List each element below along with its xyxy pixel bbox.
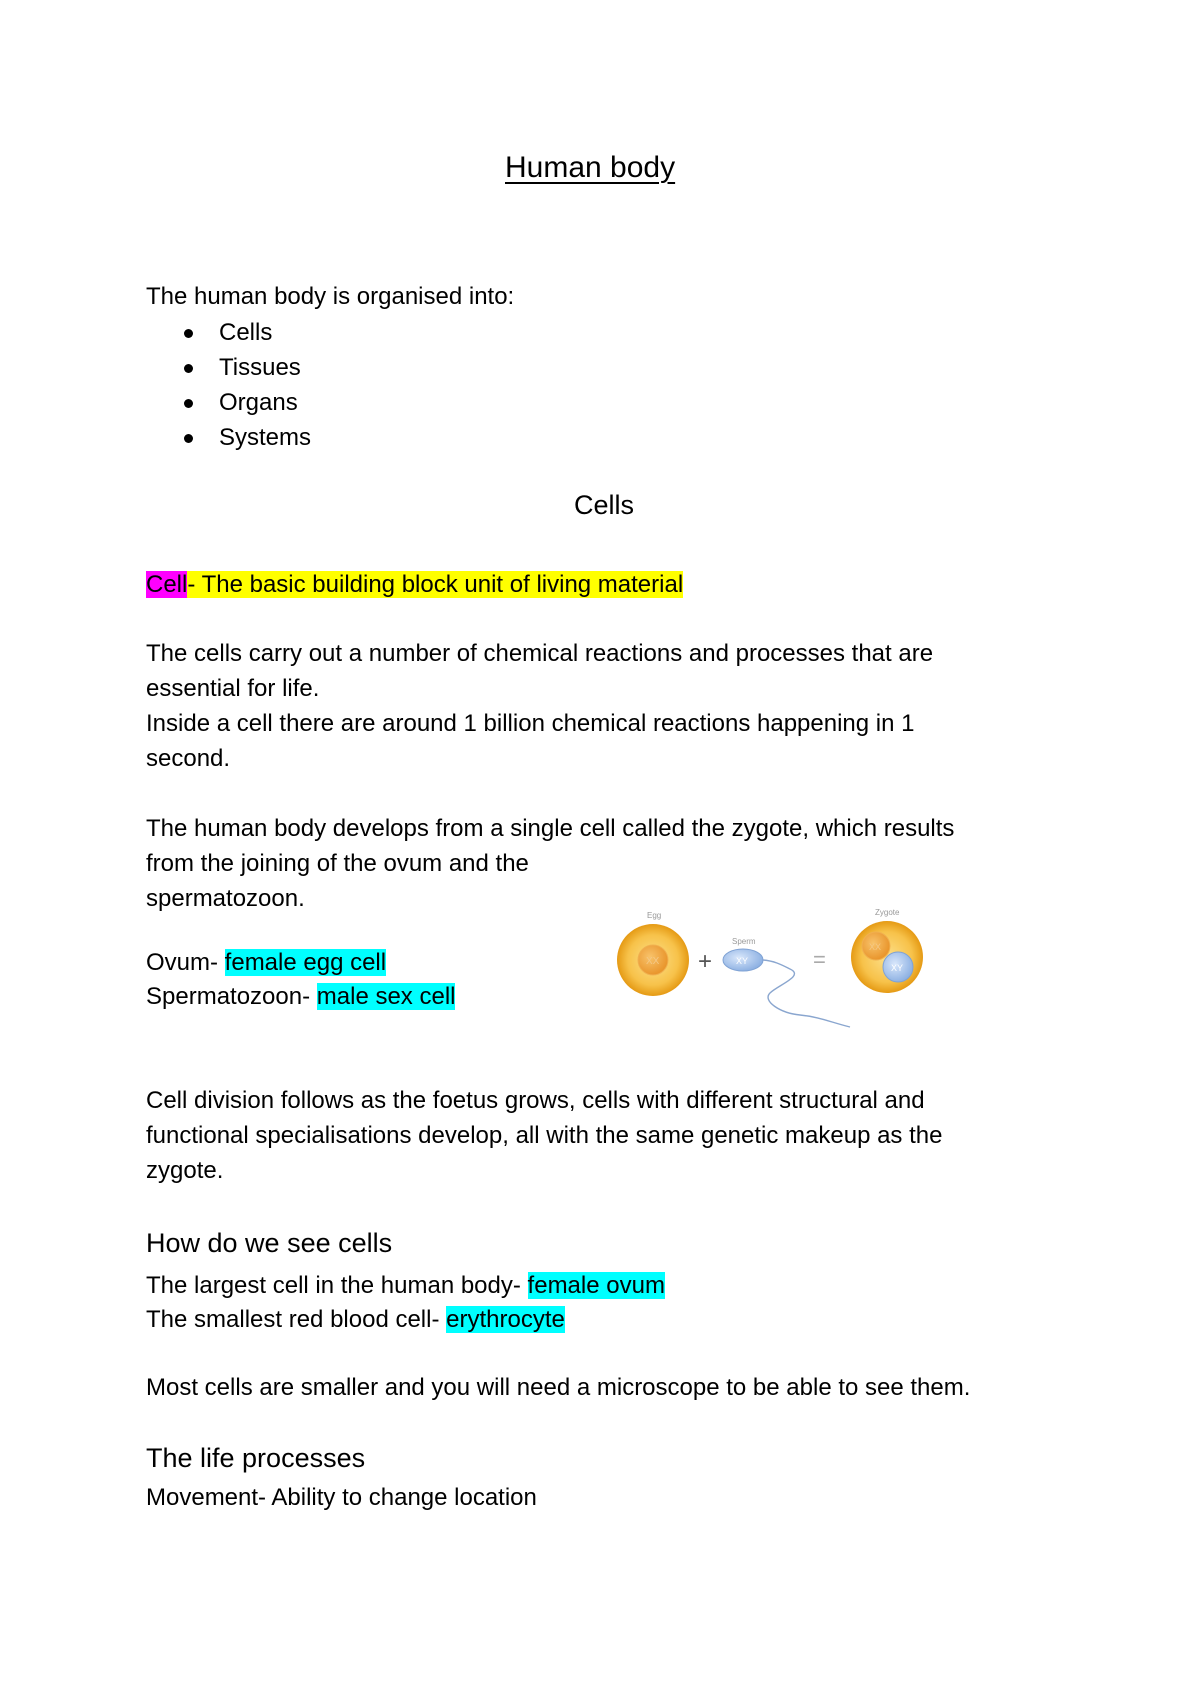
- page-title: Human body: [505, 151, 676, 184]
- sperm-chromosomes: XY: [736, 956, 749, 966]
- sperm-definition: [146, 980, 455, 1014]
- sperm-value: male sex cell: [316, 983, 456, 1010]
- sperm-label-figure: Sperm: [732, 937, 756, 946]
- see-cells-heading: How do we see cells: [146, 1228, 393, 1258]
- smallest-cell-line: [146, 1303, 565, 1337]
- paragraph-line: zygote.: [146, 1157, 224, 1184]
- paragraph-line: spermatozoon.: [146, 885, 305, 912]
- largest-value: female ovum: [527, 1272, 665, 1299]
- largest-cell-line: [146, 1269, 665, 1303]
- movement-text: Movement- Ability to change location: [146, 1484, 537, 1511]
- smallest-value: erythrocyte: [446, 1306, 565, 1333]
- bullet-icon: [184, 399, 193, 408]
- cell-term: Cell: [146, 571, 188, 598]
- sperm-tail: [763, 960, 850, 1027]
- list-item: Tissues: [178, 350, 311, 385]
- sperm-label: Spermatozoon-: [146, 983, 317, 1010]
- paragraph-line: The human body develops from a single cell called the zygote, which results: [146, 815, 955, 842]
- plus-sign: +: [698, 948, 713, 975]
- list-item: Systems: [178, 420, 311, 455]
- paragraph-line: Inside a cell there are around 1 billion chemical reactions happening in 1: [146, 710, 915, 737]
- cell-definition: [146, 568, 683, 602]
- zygote-chromosomes-2: XY: [891, 963, 904, 973]
- ovum-label: Ovum-: [146, 949, 225, 976]
- egg-chromosomes: XX: [646, 956, 660, 967]
- definition-separator: -: [187, 571, 202, 598]
- bullet-icon: [184, 364, 193, 373]
- paragraph-line: functional specialisations develop, all with the same genetic makeup as the: [146, 1122, 943, 1149]
- list-item: Organs: [178, 385, 311, 420]
- paragraph-line: second.: [146, 745, 231, 772]
- paragraph-line: The cells carry out a number of chemical reactions and processes that are: [146, 640, 934, 667]
- life-processes-heading: The life processes: [146, 1443, 366, 1473]
- largest-label: The largest cell in the human body-: [146, 1272, 528, 1299]
- zygote-label: Zygote: [875, 908, 900, 917]
- list-item: Cells: [178, 315, 311, 350]
- ovum-value: female egg cell: [224, 949, 387, 976]
- intro-text: The human body is organised into:: [146, 283, 515, 310]
- paragraph-line: Cell division follows as the foetus grows, cells with different structural and: [146, 1087, 925, 1114]
- equals-sign: =: [813, 947, 826, 972]
- bullet-icon: [184, 434, 193, 443]
- bullet-icon: [184, 329, 193, 338]
- fertilisation-diagram: [610, 905, 940, 1030]
- smallest-label: The smallest red blood cell-: [146, 1306, 447, 1333]
- organisation-list: [178, 315, 311, 455]
- cells-heading: Cells: [574, 490, 635, 520]
- microscope-text: Most cells are smaller and you will need a microscope to be able to see them.: [146, 1374, 971, 1401]
- paragraph-line: essential for life.: [146, 675, 320, 702]
- egg-label: Egg: [647, 911, 662, 920]
- zygote-chromosomes-1: XX: [869, 942, 882, 952]
- definition-text: The basic building block unit of living material: [201, 571, 684, 598]
- ovum-definition: [146, 946, 386, 980]
- paragraph-line: from the joining of the ovum and the: [146, 850, 529, 877]
